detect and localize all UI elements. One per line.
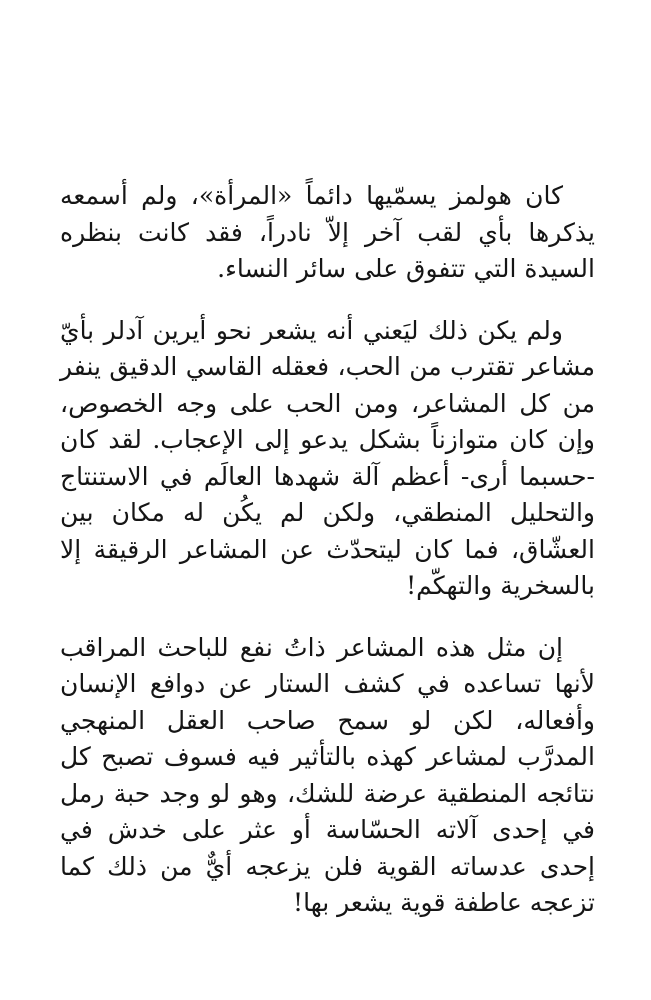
paragraph-1: كان هولمز يسمّيها دائماً «المرأة»، ولم أسمعه يذكرها بأي لقب آخر إلاّ نادراً، فقد كانت بنظره السيدة التي تتفوق على سائر النساء.: [60, 181, 595, 283]
paragraph-2: ولم يكن ذلك ليَعني أنه يشعر نحو أيرين آدلر بأيّ مشاعر تقترب من الحب، فعقله القاسي الدقيق ينفر من كل المشاعر، ومن الحب على وجه الخصوص، وإن كان متوازناً بشكل يدعو إلى الإعجاب. لقد كان -حسبما أرى- أعظم آلة شهدها العالَم في الاستنتاج والتحليل المنطقي، ولكن لم يكُن له مكان بين العشّاق، فما كان ليتحدّث عن المشاعر الرقيقة إلا بالسخرية والتهكّم!: [60, 315, 595, 600]
paragraph-3: إن مثل هذه المشاعر ذاتُ نفع للباحث المراقب لأنها تساعده في كشف الستار عن دوافع الإنسان وأفعاله، لكن لو سمح صاحب العقل المنهجي المدرَّب لمشاعر كهذه بالتأثير فيه فسوف تصبح كل نتائجه المنطقية عرضة للشك، وهو لو وجد حبة رمل في إحدى آلاته الحسّاسة أو عثر على خدش في إحدى عدساته القوية فلن يزعجه أيٌّ من ذلك كما تزعجه عاطفة قوية يشعر بها!: [60, 632, 595, 917]
book-page-text: [60, 178, 595, 947]
